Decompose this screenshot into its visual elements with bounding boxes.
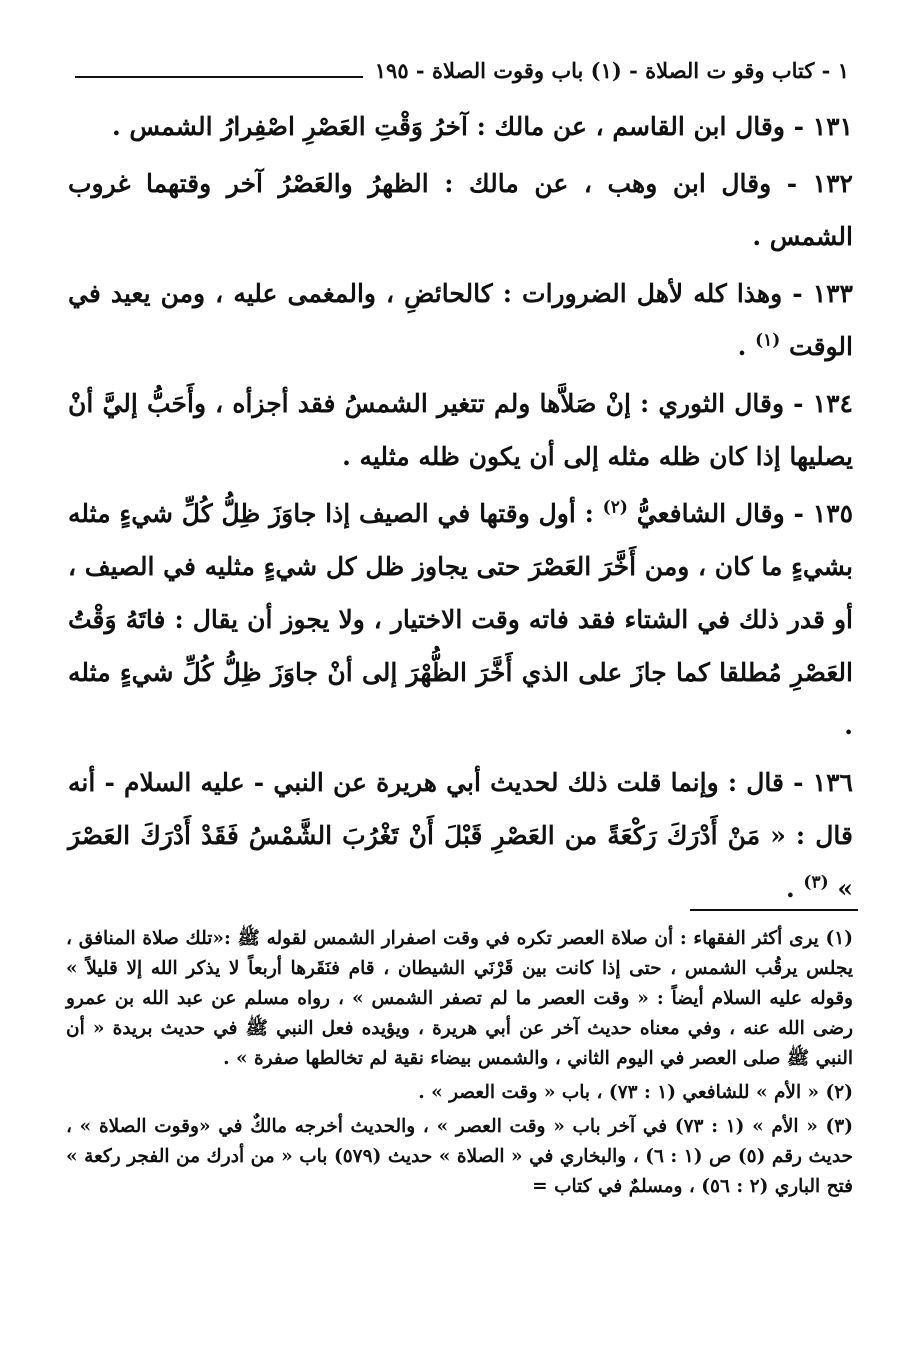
footnote-text: (٢) « الأم » للشافعي (١ : ٧٣) ، باب « وقت العصر » . — [418, 1082, 853, 1103]
footnote-2 — [66, 1078, 853, 1108]
footnotes — [66, 924, 853, 1206]
paragraph-tail: : أول وقتها في الصيف إذا جاوَزَ ظِلُّ كُلِّ شيءٍ مثله بشيءٍ ما كان ، ومن أَخَّرَ العَصْرَ حتى يجاوز ظل كل شيءٍ مثليه في الصيف ، أو قدر ذلك في الشتاء فقد فاته وقت الاختيار ، ولا يجوز أن يقال : فاتَهُ وَقْتُ العَصْرِ مُطلقا كما جازَ على الذي أَخَّرَ الظُّهْرَ إلى أنْ جاوَزَ ظِلُّ كُلِّ شيءٍ مثله . — [68, 499, 853, 740]
paragraph-131 — [68, 100, 853, 153]
paragraph-tail: . — [737, 332, 756, 361]
paragraph-text: ١٣١ - وقال ابن القاسم ، عن مالك : آخرُ وَقْتِ العَصْرِ اصْفِرارُ الشمس . — [111, 112, 853, 141]
paragraph-tail: . — [786, 874, 804, 903]
footnote-1 — [66, 924, 853, 1074]
main-text — [68, 100, 853, 919]
paragraph-text: ١٣٢ - وقال ابن وهب ، عن مالك : الظهرُ والعَصْرُ آخر وقتهما غروب الشمس . — [68, 169, 853, 251]
footnote-text: (١) يرى أكثر الفقهاء : أن صلاة العصر تكره في وقت اصفرار الشمس لقوله ﷺ :«تلك صلاة المنافق ، يجلس يرقُب الشمس ، حتى إذا كانت بين قَرْنَي الشيطان ، قام فنَقَرها أربعاً لا يذكر الله إلا قليلاً » وقوله عليه السلام أيضاً : « وقت العصر ما لم تصفر الشمس » ، رواه مسلم عن عبد الله بن عمرو رضى الله عنه ، وفي معناه حديث آخر عن أبي هريرة ، ويؤيده فعل النبي ﷺ في حديث بريدة « أن النبي ﷺ صلى العصر في اليوم الثاني ، والشمس بيضاء نقية لم تخالطها صفرة » . — [66, 928, 853, 1069]
footnote-text: (٣) « الأم » (١ : ٧٣) في آخر باب « وقت العصر » ، والحديث أخرجه مالكٌ في «وقوت الصلاة » ، حديث رقم (٥) ص (١ : ٦) ، والبخاري في « الصلاة » حديث (٥٧٩) باب « من أدرك من الفجر ركعة » فتح الباري (٢ : ٥٦) ، ومسلمٌ في كتاب = — [66, 1116, 853, 1197]
paragraph-text: ١٣٣ - وهذا كله لأهل الضرورات : كالحائضِ ، والمغمى عليه ، ومن يعيد في الوقت — [68, 279, 853, 361]
footnote-ref[interactable]: (١) — [755, 330, 781, 351]
footnote-ref[interactable]: (٢) — [602, 497, 628, 518]
running-header-text: ١ - كتاب وقو ت الصلاة - (١) باب وقوت الصلاة - ١٩٥ — [374, 57, 849, 83]
header-rule — [75, 76, 363, 78]
paragraph-136 — [68, 756, 853, 915]
paragraph-text: ١٣٥ - وقال الشافعيُّ — [636, 499, 854, 528]
paragraph-text: ١٣٦ - قال : وإنما قلت ذلك لحديث أبي هريرة عن النبي - عليه السلام - أنه قال : « مَنْ أَدْرَكَ رَكْعَةً من العَصْرِ قَبْلَ أَنْ تَغْرُبَ الشَّمْسُ فَقَدْ أَدْرَكَ العَصْرَ » — [68, 768, 853, 903]
paragraph-134 — [68, 377, 853, 483]
footnote-ref[interactable]: (٣) — [803, 872, 829, 893]
paragraph-text: ١٣٤ - وقال الثوري : إنْ صَلاَّها ولم تتغير الشمسُ فقد أجزأه ، وأَحَبُّ إليَّ أنْ يصليها إذا كان ظله مثله إلى أن يكون ظله مثليه . — [68, 389, 853, 471]
paragraph-132 — [68, 157, 853, 263]
running-header — [75, 52, 849, 88]
footnote-3 — [66, 1112, 853, 1202]
paragraph-133 — [68, 267, 853, 373]
footnote-separator — [690, 909, 858, 911]
paragraph-135 — [68, 487, 853, 752]
